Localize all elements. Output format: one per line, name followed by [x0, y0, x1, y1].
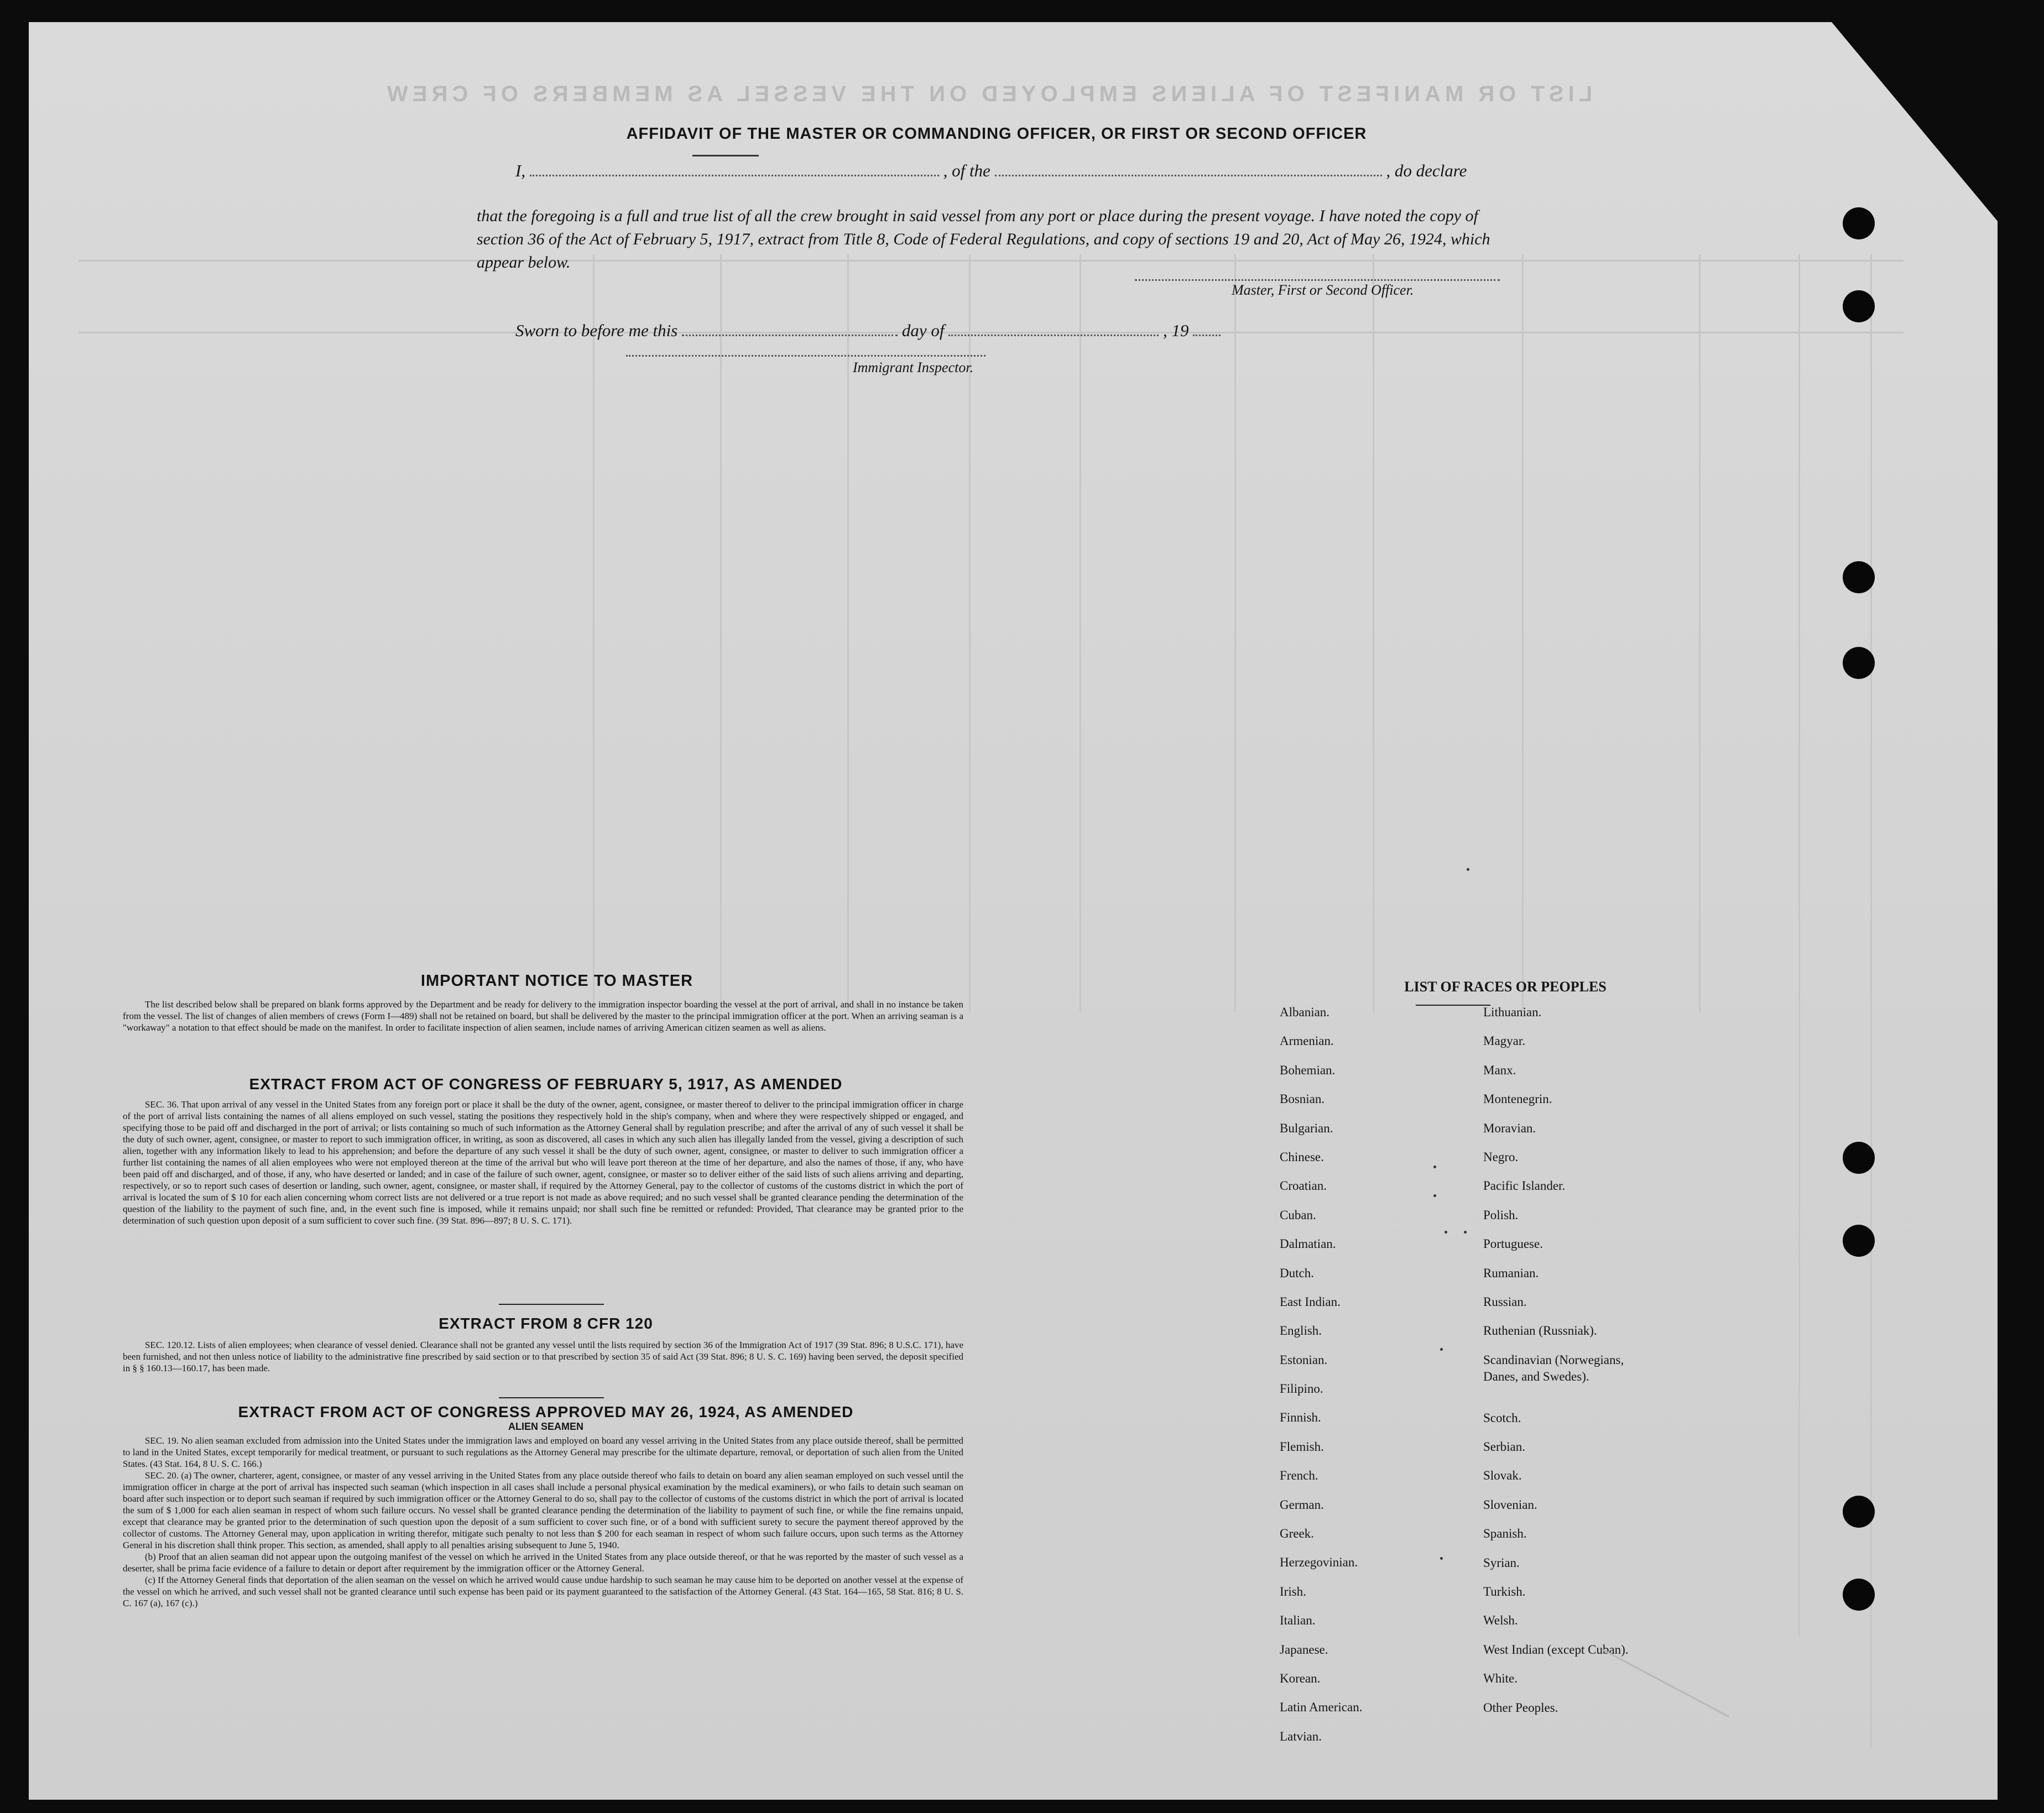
race-item: Flemish.: [1280, 1439, 1324, 1454]
race-item: Portuguese.: [1483, 1237, 1543, 1251]
race-item: English.: [1280, 1324, 1322, 1338]
race-item: Montenegrin.: [1483, 1092, 1552, 1106]
race-item: Lithuanian.: [1483, 1005, 1542, 1019]
races-right-column: [1483, 1004, 1671, 1728]
document-page: [29, 22, 1998, 1800]
inspector-caption: Immigrant Inspector.: [853, 359, 974, 375]
stray-mark: [1467, 868, 1469, 871]
race-item: White.: [1483, 1671, 1518, 1686]
race-item: Scandinavian (Norwegians, Danes, and Swedes).: [1483, 1352, 1624, 1383]
race-item: Latin American.: [1280, 1700, 1363, 1715]
race-item: Other Peoples.: [1483, 1700, 1558, 1715]
sworn-year-field[interactable]: [1193, 321, 1221, 336]
race-item: Magyar.: [1483, 1034, 1526, 1048]
race-item: Estonian.: [1280, 1352, 1328, 1367]
stray-mark: [1433, 1166, 1436, 1168]
binder-hole: [1843, 1579, 1875, 1611]
stray-mark: [1440, 1557, 1443, 1560]
stray-mark: [1433, 1194, 1436, 1197]
race-item: Finnish.: [1280, 1410, 1321, 1425]
extract-cfr-body: [123, 1339, 963, 1374]
sworn-day-label: day of: [901, 321, 945, 340]
master-caption: Master, First or Second Officer.: [1232, 282, 1414, 298]
bleed-through-column-rule: [1080, 254, 1081, 1012]
extract-1924-paragraph: SEC. 19. No alien seaman excluded from admission into the United States under the immigration laws and employed on board any vessel arriving in the United States from any place outside thereof, shall be permitted to land in the United States, except temporarily for medical treatment, or pursuant to such regulations as the Attorney General may prescribe for the ultimate departure, removal, or deportation of such alien from the United States. (43 Stat. 164, 8 U. S. C. 166.): [123, 1435, 963, 1469]
binder-hole: [1843, 647, 1875, 679]
extract-1917-body: [123, 1099, 963, 1226]
race-item: Russian.: [1483, 1294, 1527, 1309]
stray-mark: [1445, 1231, 1447, 1234]
extract-1917-title: EXTRACT FROM ACT OF CONGRESS OF FEBRUARY 5, 1917, AS AMENDED: [249, 1075, 843, 1093]
declarant-name-field[interactable]: [530, 161, 939, 176]
bleed-through-column-rule: [593, 254, 595, 1012]
race-item: Scotch.: [1483, 1410, 1521, 1425]
bleed-through-column-rule: [1870, 254, 1872, 1747]
race-item: Welsh.: [1483, 1613, 1518, 1628]
bleed-through-column-rule: [1522, 254, 1524, 1012]
race-item: Armenian.: [1280, 1034, 1334, 1048]
race-item: Italian.: [1280, 1613, 1316, 1628]
race-item: French.: [1280, 1469, 1318, 1483]
title-underline: [692, 155, 759, 156]
extract-1924-paragraph: (c) If the Attorney General finds that deportation of the alien seaman on the vessel on which he arrived would cause undue hardship to such seaman he may cause him to be deported on another vessel at the expense of the vessel on which he arrived, and such vessel shall not be granted clearance until such expense has been paid or its payment guaranteed to the satisfaction of the Attorney General. (43 Stat. 164—165, 58 Stat. 816; 8 U. S. C. 167 (a), 167 (c).): [123, 1575, 963, 1608]
race-item: East Indian.: [1280, 1294, 1341, 1309]
race-item: Albanian.: [1280, 1005, 1330, 1019]
race-item: West Indian (except Cuban).: [1483, 1642, 1629, 1657]
race-item: Slovenian.: [1483, 1497, 1537, 1512]
master-signature-line[interactable]: [1135, 279, 1500, 281]
sworn-day-field[interactable]: [682, 321, 898, 336]
race-item: Dutch.: [1280, 1266, 1314, 1280]
inspector-signature-line[interactable]: [626, 355, 985, 357]
torn-corner: [1832, 22, 1998, 221]
race-item: Ruthenian (Russniak).: [1483, 1324, 1597, 1338]
extract-1924-subtitle: ALIEN SEAMEN: [508, 1421, 583, 1432]
race-item: Bulgarian.: [1280, 1121, 1333, 1135]
bleed-through-column-rule: [1373, 254, 1374, 1012]
bleed-through-column-rule: [847, 254, 849, 1012]
race-item: Polish.: [1483, 1208, 1519, 1222]
bleed-through-column-rule: [1234, 254, 1236, 1012]
bleed-through-column-rule: [1699, 254, 1701, 1012]
race-item: Japanese.: [1280, 1642, 1328, 1657]
races-left-column: [1280, 1004, 1435, 1757]
sworn-month-field[interactable]: [948, 321, 1159, 336]
extract-cfr-paragraph: SEC. 120.12. Lists of alien employees; when clearance of vessel denied. Clearance shall not be granted any vessel until the lists required by section 36 of the Immigration Act of 1917 (39 Stat. 896; 8 U.S.C. 171), have been furnished, and not then unless notice of liability to the administrative fine prescribed by said section or to that prescribed by section 35 of said Act (39 Stat. 896; 8 U. S. C. 169) having been served, the deposit specified in § § 160.13—160.17, has been made.: [123, 1340, 963, 1373]
race-item: Filipino.: [1280, 1382, 1323, 1396]
binder-hole: [1843, 1225, 1875, 1257]
race-item: Croatian.: [1280, 1179, 1327, 1193]
race-item: Bosnian.: [1280, 1092, 1325, 1106]
notice-body: [123, 999, 963, 1033]
race-item: Cuban.: [1280, 1208, 1316, 1222]
affidavit-declaration-line: [515, 159, 1467, 182]
race-item: Chinese.: [1280, 1150, 1324, 1164]
race-item: Dalmatian.: [1280, 1237, 1336, 1251]
extract-1924-body: [123, 1435, 963, 1609]
binder-hole: [1843, 1142, 1875, 1174]
stray-mark: [1464, 1231, 1467, 1234]
binder-hole: [1843, 561, 1875, 593]
stray-mark: [1440, 1348, 1443, 1351]
race-item: Manx.: [1483, 1063, 1516, 1077]
race-item: Turkish.: [1483, 1585, 1526, 1599]
notice-paragraph: The list described below shall be prepared on blank forms approved by the Department and be ready for delivery to the immigration inspector boarding the vessel at the port of arrival, and shall in no instance be taken from the vessel. The list of changes of alien members of crews (Form I—489) shall not be retained on board, but shall be delivered by the master to the principal immigration officer at the port. When an arriving seaman is a "workaway" a notation to that effect should be made on the manifest. In order to facilitate inspection of alien seamen, include names of arriving American citizen seamen as well as aliens.: [123, 999, 963, 1033]
sworn-prefix: Sworn to before me this: [515, 321, 678, 340]
race-item: Herzegovinian.: [1280, 1555, 1358, 1570]
affidavit-title: AFFIDAVIT OF THE MASTER OR COMMANDING OFFICER, OR FIRST OR SECOND OFFICER: [626, 125, 1367, 143]
race-item: Greek.: [1280, 1527, 1314, 1541]
vessel-prefix: , of the: [943, 161, 990, 180]
race-item: Latvian.: [1280, 1729, 1322, 1743]
extract-1924-paragraph: (b) Proof that an alien seaman did not appear upon the outgoing manifest of the vessel on which he arrived in the United States from any place outside thereof, or that he was reported by the master of such vessel as a deserter, shall be prima facie evidence of a failure to detain or deport after requirement by the immigration officer or the Attorney General.: [123, 1551, 963, 1574]
binder-hole: [1843, 290, 1875, 322]
section-divider: [499, 1397, 604, 1398]
notice-title: IMPORTANT NOTICE TO MASTER: [420, 972, 693, 990]
declarant-prefix: I,: [515, 161, 526, 180]
binder-hole: [1843, 207, 1875, 239]
race-item: Bohemian.: [1280, 1063, 1336, 1077]
affidavit-statement: that the foregoing is a full and true list of all the crew brought in said vessel from any port or place during the present voyage. I have noted the copy of section 36 of the Act of February 5, 1917, extract from Title 8, Code of Federal Regulations, and copy of sections 19 and 20, Act of May 26, 1924, which appear below.: [477, 207, 1490, 271]
bleed-through-column-rule: [1798, 254, 1800, 1637]
extract-cfr-title: EXTRACT FROM 8 CFR 120: [439, 1315, 653, 1332]
race-item: Irish.: [1280, 1584, 1306, 1598]
race-item: German.: [1280, 1497, 1324, 1512]
bleed-through-column-rule: [720, 254, 722, 1012]
race-item: Spanish.: [1483, 1527, 1527, 1541]
race-item: Korean.: [1280, 1671, 1321, 1685]
binder-hole: [1843, 1496, 1875, 1528]
race-item: Moravian.: [1483, 1121, 1536, 1135]
extract-1924-title: EXTRACT FROM ACT OF CONGRESS APPROVED MAY 26, 1924, AS AMENDED: [238, 1403, 854, 1420]
race-item: Serbian.: [1483, 1440, 1526, 1454]
race-item: Negro.: [1483, 1150, 1519, 1164]
race-item: Pacific Islander.: [1483, 1179, 1566, 1193]
race-item: Slovak.: [1483, 1469, 1522, 1483]
races-title: LIST OF RACES OR PEOPLES: [1404, 979, 1607, 995]
sworn-year-label: , 19: [1162, 321, 1189, 340]
extract-1924-paragraph: SEC. 20. (a) The owner, charterer, agent, consignee, or master of any vessel arriving in the United States from any place outside thereof who fails to detain on board any alien seaman employed on such vessel until the immigration officer in charge at the port of arrival has inspected such seaman (which inspection in all cases shall include a personal physical examination by the medical examiners), or who fails to detain such seaman on board after such inspection or to deport such seaman if required by such immigration officer or the Attorney General to do so, shall pay to the collector of customs of the customs district in which the port of arrival is located the sum of $ 1,000 for each alien seaman in respect of whom such failure occurs. No vessel shall be granted clearance pending the determination of the liability to payment of such fine, or while the fine remains unpaid, except that clearance may be granted prior to the determination of such question upon the deposit of a sum sufficient to cover such fine, or of a bond with sufficient surety to secure the payment thereof approved by the collector of customs. The Attorney General may, upon application in writing therefor, mitigate such penalty to not less than $ 200 for each seaman in respect of whom such failure occurs, upon such terms as the Attorney General in his discretion shall think proper. This section, as amended, shall apply to all penalties arising subsequent to June 5, 1940.: [123, 1470, 963, 1550]
race-item: Syrian.: [1483, 1555, 1520, 1570]
extract-1917-paragraph: SEC. 36. That upon arrival of any vessel in the United States from any foreign port or place it shall be the duty of the owner, agent, consignee, or master thereof to deliver to the principal immigration officer in charge of the port of arrival lists containing the names of all aliens employed on such vessel, stating the positions they respectively hold in the ship's company, when and where they were respectively shipped or engaged, and specifying those to be paid off and discharged in the port of arrival; or lists containing so much of such information as the Attorney General shall by regulation prescribe; and after the arrival of any of such vessel it shall be the duty of such owner, agent, consignee, or master to report to such immigration officer, in writing, as soon as discovered, all cases in which any such alien has illegally landed from the vessel, giving a description of such alien, together with any information likely to lead to his apprehension; and before the departure of any such vessel it shall be the duty of such owner, agent, consignee, or master to deliver to such immigration officer a further list containing the names of all alien employees who were not employed thereon at the time of the arrival but who will leave port thereon at the time of her departure, and also the names of those, if any, who have been paid off and discharged, and of those, if any, who have deserted or landed; and in case of the failure of such owner, agent, consignee, or master so to deliver either of the said lists of such aliens arriving and departing, respectively, or so to report such cases of desertion or landing, such owner, agent, consignee, or master shall, if required by the Attorney General, pay to the collector of customs of the customs district in which the port of arrival is located the sum of $ 10 for each alien concerning whom correct lists are not delivered or a true report is not made as above required; and no such vessel shall be granted clearance pending the determination of the question of the liability to the payment of such fine, and, in the event such fine is imposed, while it remains unpaid; nor shall such fine be remitted or refunded: Provided, That clearance may be granted prior to the determination of such question upon deposit of a sum sufficient to cover such fine. (39 Stat. 896—897; 8 U. S. C. 171).: [123, 1099, 963, 1226]
sworn-line: [515, 321, 1221, 341]
bleed-through-title: LIST OR MANIFEST OF ALIENS EMPLOYED ON THE VESSEL AS MEMBERS OF CREW: [383, 82, 1593, 106]
section-divider: [499, 1304, 604, 1305]
vessel-name-field[interactable]: [995, 161, 1382, 176]
race-item: Rumanian.: [1483, 1266, 1539, 1280]
declare-suffix: , do declare: [1386, 161, 1467, 180]
